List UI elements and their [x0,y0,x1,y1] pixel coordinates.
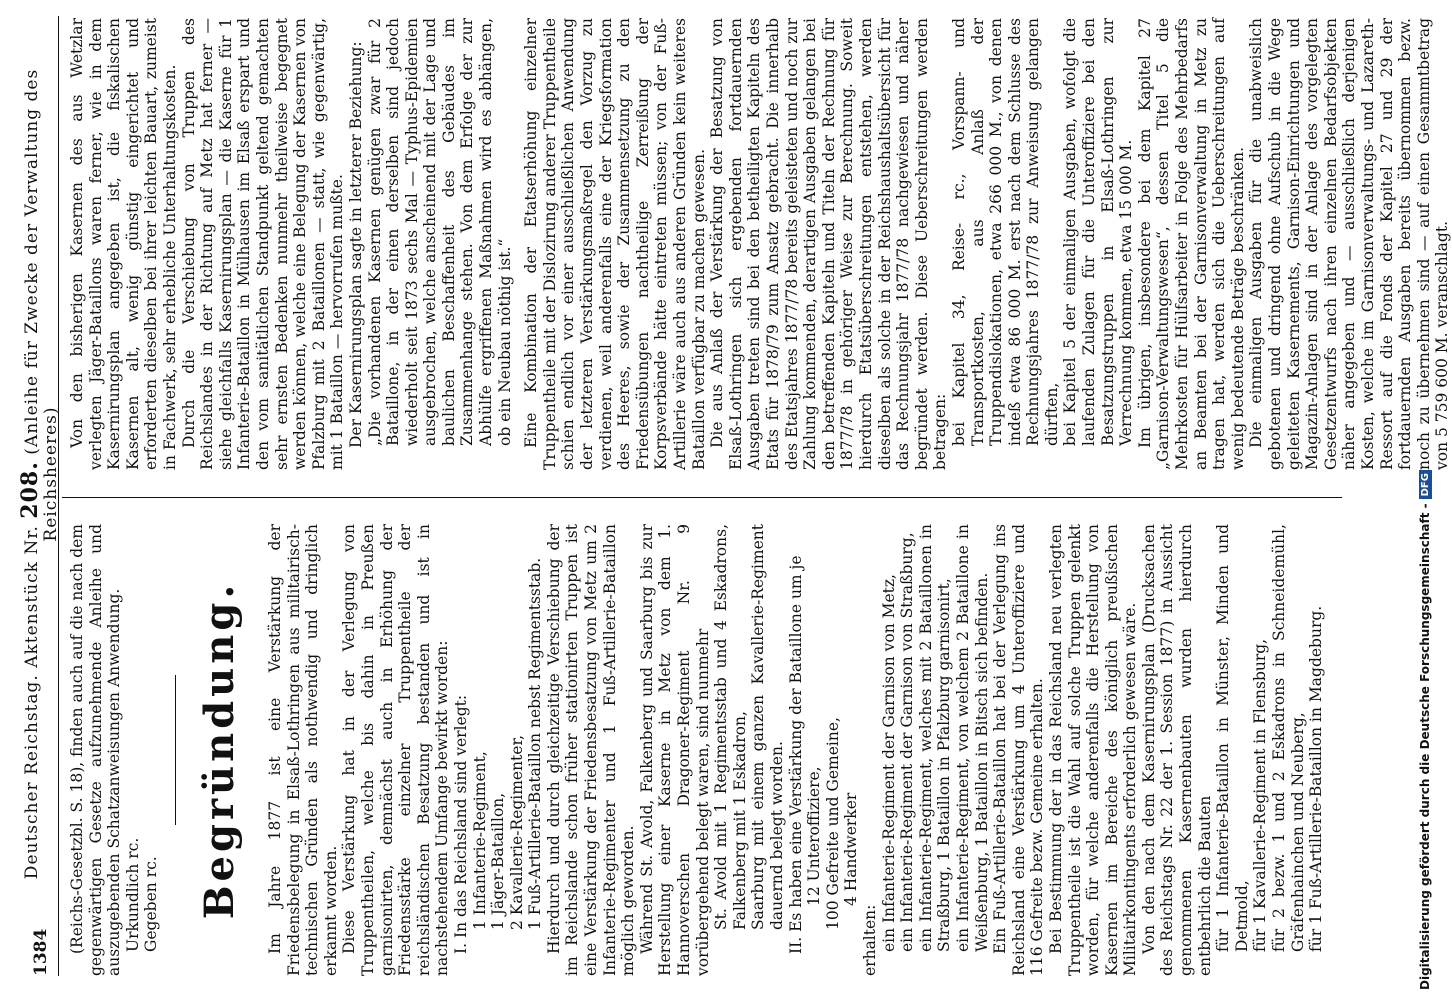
paragraph: Diese Verstärkung hat in der Verlegung von Truppentheilen, welche bis dahin in Preußen garnisonirten, demnächst auch in Erhöhung der Friedensstärke einzelner Truppentheile der reichsländischen Besatzung bestanden und ist in nachstehendem Umfange bewirkt worden: [340,524,452,976]
list-item: 4 Handwerker [842,792,861,906]
paragraph: Von den nach dem Kasernirungsplan (Drucksachen des Reichstags Nr. 22 der 1. Session 1877) in Aussicht genommenen Kasernenbauten wurden hierdurch entbehrlich die Bauten [1139,524,1214,976]
list-item: für 1 Infanterie-Bataillon in Münster, Minden und Detmold, [1214,524,1251,952]
list-item: für 1 Fuß-Artillerie-Bataillon in Magdeburg. [1307,605,1326,952]
list-heading: II. Es haben eine Verstärkung der Bataillone um je [786,555,805,954]
running-title-line [17,16,61,932]
page-header [17,16,61,976]
list-item: 12 Unteroffiziere, [805,766,824,906]
list-item: ein Infanterie-Regiment der Garnison von Metz, [879,574,898,952]
credit-line [1418,10,1432,990]
page-number: 1384 [30,928,51,976]
list-heading: I. In das Reichsland sind verlegt: [451,694,470,954]
paragraph: Durch die Verschiebung von Truppen des Reichslandes in der Richtung auf Metz hat ferner — siehe gleichfalls Kasernirungsplan — die Kaserne für 1 Infanterie-Bataillon in Mülhausen im Elsaß erspart und den vom sanitätlichen Standpunkt geltend gemachten sehr ernsten Bedenken nunmehr theilweise begegnet werden können, welche eine Belegung der Kasernen von Pfalzburg mit 2 Bataillonen — statt, wie gegenwärtig, mit 1 Bataillon — hervorrufen mußte. [179,18,347,470]
list-item: ein Infanterie-Regiment, von welchem 2 Bataillone in Weißenburg, 1 Bataillon in Bitsch sich befinden. [953,524,991,952]
section-divider [175,675,176,825]
paragraph: Bei Bestimmung der in das Reichsland neu verlegten Truppentheile ist die Wahl auf solche Truppen gelenkt worden, für welche anderenfalls die Herstellung von Kasernen im Bereiche des königlich preußischen Militairkontingents erforderlich gewesen wäre. [1046,524,1140,976]
list-item: für 1 Kavallerie-Regiment in Flensburg, [1251,638,1270,952]
paragraph: Hierdurch und durch gleichzeitige Verschiebung der im Reichslande schon früher stationirten Truppen ist eine Verstärkung der Friedensbesatzung von Metz um 2 Infanterie-Regimenter und 1 Fuß-Artillerie-Bataillon möglich geworden. [544,524,638,976]
paragraph: Die aus Anlaß der Verstärkung der Besatzung von Elsaß-Lothringen sich ergebenden fortdauernden Ausgaben treten sind bei den betheiligten Kapiteln des Etats für 1878/79 zum Ansatz gebracht. Die innerhalb des Etatsjahres 1877/78 bereits geleisteten und noch zur Zahlung kommenden, derartigen Ausgaben gelangen bei den betreffenden Kapiteln und Titeln der Rechnung für 1877/78 in gehöriger Weise zur Berechnung. Soweit hierdurch Etatsüberschreitungen entstehen, werden dieselben als solche in der Reichshaushaltsübersicht für das Rechnungsjahr 1877/78 nachgewiesen und näher begründet werden. Diese Ueberschreitungen werden betragen: [708,18,950,470]
paragraph: Von den bisherigen Kasernen des aus Wetzlar verlegten Jäger-Bataillons waren ferner, wie in dem Kasernirungsplan angegeben ist, die fiskalischen Kasernen alt, wenig günstig eingerichtet und erforderten dieselben bei ihrer leichten Bauart, zumeist in Fachwerk, sehr erhebliche Unterhaltungskosten. [68,18,179,470]
list-item: 2 Kavallerie-Regimenter, [507,734,526,930]
list-item: bei Kapitel 34, Reise- rc., Vorspann- und Transportkosten, aus Anlaß der Truppendislokationen, etwa 266 000 M., von denen indeß etwa 86 000 M. erst nach dem Schlusse des Rechnungsjahres 1877/78 zur Anweisung gelangen dürften, [949,18,1061,446]
left-column [68,524,1326,976]
credit-text: Digitalisierung gefördert durch die Deutsche Forschungsgemeinschaft - [1418,503,1432,990]
spacer [514,18,522,470]
quotation: „Die vorhandenen Kasernen genügen zwar für 2 Bataillone, in der einen derselben sind jedoch wiederholt seit 1873 sechs Mal — Typhus-Epidemien ausgebrochen, welche anscheinend mit der Lage und baulichen Beschaffenheit des Gebäudes im Zusammenhange stehen. Von dem Erfolge der zur Abhülfe ergriffenen Maßnahmen wird es abhängen, ob ein Neubau nöthig ist.“ [365,18,514,446]
digitization-credit [1404,10,1432,990]
paragraph: Eine Kombination der Etatserhöhung einzelner Truppentheile mit der Dislozirung anderer Truppentheile schien endlich vor einer ausschließlichen Anwendung der letzteren Verstärkungsmaßregel den Vorzug zu verdienen, weil anderenfalls eine der Kriegsformation des Heeres, sowie der Zusammensetzung zu den Friedensübungen nachtheilige Zerreißung der Korpsverbände hätte eintreten müssen; von der Fuß-Artillerie wäre auch aus anderen Gründen kein weiteres Bataillon verfügbar zu machen gewesen. [522,18,708,470]
paragraph: Im Jahre 1877 ist eine Verstärkung der Friedensbelegung in Elsaß-Lothringen aus militairisch-technischen Gründen als nothwendig und dringlich erkannt worden. [265,524,340,976]
section-heading: Begründung. [195,580,243,920]
paragraph: Der Kasernirungsplan sagte in letzterer Beziehung: [346,41,365,448]
closing-formula [124,524,161,976]
closing-line: Gegeben rc. [142,856,161,952]
paragraph: Während St. Avold, Falkenberg und Saarburg bis zur Herstellung einer Kaserne in Metz von dem 1. Hannoverschen Dragoner-Regiment Nr. 9 vorübergehend belegt waren, sind nunmehr [637,524,712,976]
list-item: St. Avold mit 1 Regimentsstab und 4 Eskadrons, Falkenberg mit 1 Eskadron, [712,524,749,930]
list-item: 1 Fuß-Artillerie-Bataillon nebst Regimentsstab. [526,557,545,930]
list-item: 1 Jäger-Bataillon, [489,792,508,930]
document-number: 208. [17,461,44,519]
list-item: 100 Gefreite und Gemeine, [823,717,842,930]
paragraph: erhalten: [860,904,879,976]
list-item: ein Infanterie-Regiment, welches mit 2 Bataillonen in Straßburg, 1 Bataillon in Pfalzburg garnisonirt, [916,524,954,952]
paragraph: Die einmaligen Ausgaben für die unabweislich gebotenen und dringend ohne Aufschub in die Wege geleiteten Kasernements, Garnison-Einrichtungen und Magazin-Anlagen sind in der Anlage des vorgelegten Gesetzentwurfs nach ihren einzelnen Bedarfsobjekten näher angegeben und — ausschließlich derjenigen Kosten, welche im Garnisonverwaltungs- und Lazareth-Ressort auf die Fonds der Kapitel 27 und 29 der fortdauernden Ausgaben bereits übernommen bezw. noch zu übernehmen sind — auf einen Gesammtbetrag von 5 759 600 M. veranschlagt. [1247,18,1452,470]
opening-paragraph: (Reichs-Gesetzbl. S. 18), finden auch auf die nach dem gegenwärtigen Gesetze aufzunehmende Anleihe und auszugebenden Schatzanweisungen Anwendung. [68,524,124,976]
dfg-logo: DFG [1419,470,1432,499]
paragraph: Im übrigen, insbesondere bei dem Kapitel 27 „Garnison-Verwaltungswesen“, dessen Titel 5 die Mehrkosten für Hülfsarbeiter in Folge des Mehrbedarfs an Beamten bei der Garnisonverwaltung in Metz zu tragen hat, werden sich die Ueberschreitungen auf wenig bedeutende Beträge beschränken. [1135,18,1247,470]
running-title: Deutscher Reichstag. Aktenstück Nr. [22,525,43,880]
list-item: ein Infanterie-Regiment der Garnison von Straßburg, [898,532,917,952]
right-column [68,18,1452,470]
column-rule [62,497,1342,498]
closing-line: Urkundlich rc. [123,837,142,952]
header-rule [58,16,59,976]
list-item: bei Kapitel 5 der einmaligen Ausgaben, wofolgt die laufenden Zulagen für die Unteroffiziere bei den Besatzungstruppen in Elsaß-Lothringen zur Verrechnung kommen, etwa 15 000 M. [1061,18,1136,446]
list-item: Saarburg mit einem ganzen Kavallerie-Regiment dauernd belegt worden. [749,524,786,930]
list-item: für 2 bezw. 1 und 2 Eskadrons in Schneidemühl, Gräfenhainchen und Neuberg, [1270,524,1307,952]
paragraph: Ein Fuß-Artillerie-Bataillon hat bei der Verlegung ins Reichsland eine Verstärkung um 4 Unteroffiziere und 116 Gefreite bezw. Gemeine erhalten. [991,524,1047,976]
document-subject: (Anleihe für Zwecke der Verwaltung des Reichsheeres) [22,68,61,542]
list-item: 1 Infanterie-Regiment, [470,751,489,930]
